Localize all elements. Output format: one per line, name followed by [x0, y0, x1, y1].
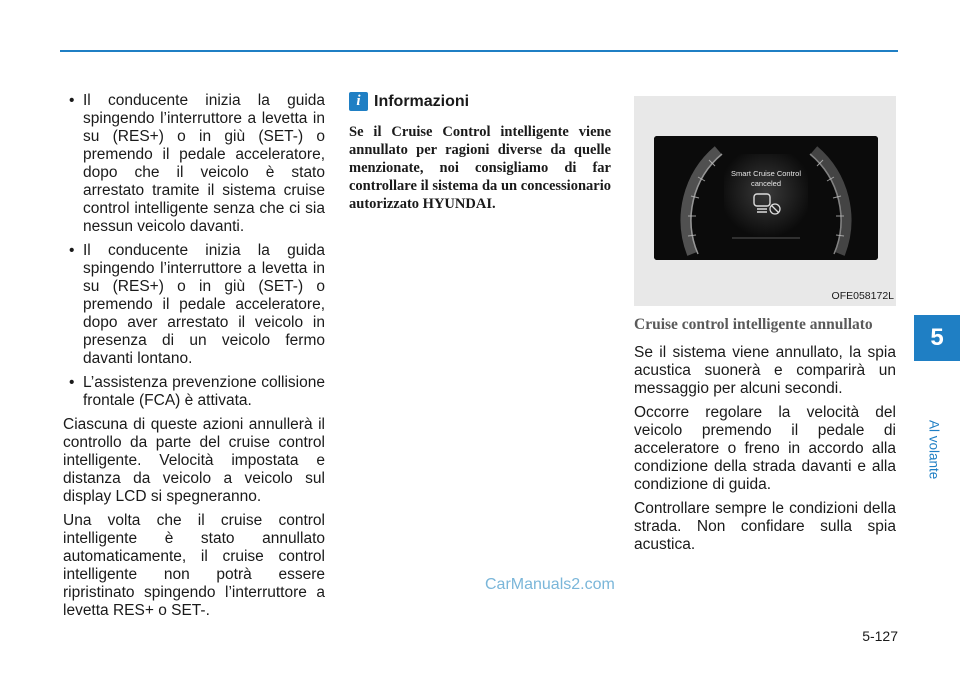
body-paragraph: Occorre regolare la velocità del veicolo premendo il pedale di acceleratore o freno in accordo alla condizione della strada davanti e alla condizione di guida.: [634, 404, 896, 493]
body-paragraph: Una volta che il cruise control intelligente è stato annullato automaticamente, il cruise control intelligente non potrà essere ripristinato spingendo l’interruttore a levetta RES+ o SET-.: [63, 512, 325, 619]
chapter-label: Al volante: [926, 420, 942, 480]
body-paragraph: Se il sistema viene annullato, la spia acustica suonerà e comparirà un messaggio per alcuni secondi.: [634, 344, 896, 397]
cluster-display: [654, 136, 878, 260]
cluster-message-line2: canceled: [750, 179, 782, 188]
figure-code: OFE058172L: [831, 290, 894, 302]
column-middle: [349, 92, 611, 213]
bullet-item: • Il conducente inizia la guida spingendo l’interruttore a levetta in su (RES+) o in giù (SET-) o premendo il pedale acceleratore, dopo che il veicolo è stato arrestato tramite il sistema cruise control intelligente senza che ci sia nessun veicolo davanti.: [63, 92, 325, 236]
watermark: CarManuals2.com: [485, 576, 615, 593]
cluster-message-line1: Smart Cruise Control: [730, 169, 802, 178]
cluster-gauges-illustration: [654, 136, 878, 260]
header-rule: [60, 50, 898, 52]
bullet-item: • Il conducente inizia la guida spingendo l’interruttore a levetta in su (RES+) o in giù (SET-) o premendo il pedale acceleratore, dopo aver arrestato il veicolo in presenza di un veicolo fermo davanti lontano.: [63, 242, 325, 368]
page-number: 5-127: [862, 628, 898, 644]
chapter-number-tab: 5: [914, 315, 960, 361]
info-header: [349, 92, 611, 111]
column-right: [634, 92, 896, 560]
dashboard-figure: [634, 96, 896, 306]
info-title: Informazioni: [374, 92, 470, 110]
info-icon: i: [349, 92, 368, 111]
body-paragraph: Controllare sempre le condizioni della strada. Non confidare sulla spia acustica.: [634, 500, 896, 553]
bullet-list: [63, 92, 325, 410]
section-title: Cruise control intelligente annullato: [634, 316, 873, 333]
body-paragraph: Ciascuna di queste azioni annullerà il controllo da parte del cruise control intelligente. Velocità impostata e distanza da veicolo a veicolo sul display LCD si spegneranno.: [63, 416, 325, 505]
bullet-item: • L’assistenza prevenzione collisione frontale (FCA) è attivata.: [63, 374, 325, 410]
column-left: [63, 92, 325, 626]
info-text: Se il Cruise Control intelligente viene annullato per ragioni diverse da quelle menzionate, noi consigliamo di far controllare il sistema da un concessionario autorizzato HYUNDAI.: [349, 124, 611, 212]
